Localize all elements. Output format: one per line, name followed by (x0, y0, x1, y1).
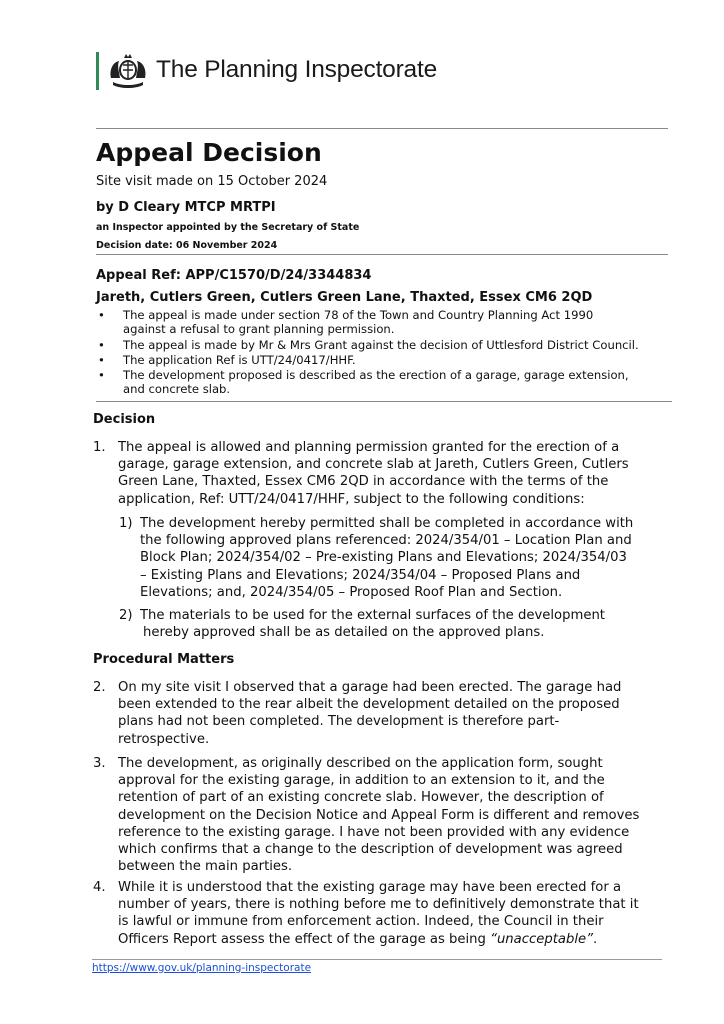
paragraph-line: retrospective. (118, 731, 210, 747)
paragraph-number: 3. (93, 756, 106, 771)
site-address: Jareth, Cutlers Green, Cutlers Green Lane, Thaxted, Essex CM6 2QD (96, 290, 593, 305)
site-visit-date: Site visit made on 15 October 2024 (96, 174, 328, 189)
paragraph-text: Officers Report assess the effect of the garage as being (118, 931, 491, 947)
paragraph-number: 2. (93, 680, 106, 695)
paragraph-line: While it is understood that the existing garage may have been erected for a (118, 880, 622, 895)
paragraph-line: retention of part of an existing concrete slab. However, the description of (118, 790, 604, 806)
paragraph-line: development on the Decision Notice and Appeal Form is different and removes (118, 807, 640, 823)
condition-line: – Existing Plans and Elevations; 2024/354/04 – Proposed Plans and (140, 567, 581, 583)
summary-divider (96, 401, 672, 402)
paragraph-line (118, 931, 639, 948)
paragraph-line: On my site visit I observed that a garage had been erected. The garage had (118, 680, 622, 695)
royal-coat-of-arms-icon (107, 52, 149, 90)
paragraph-line: Green Lane, Thaxted, Essex CM6 2QD in accordance with the terms of the (118, 474, 609, 490)
bullet-line: against a refusal to grant planning permission. (123, 322, 395, 336)
condition-line: The development hereby permitted shall be completed in accordance with (140, 516, 634, 531)
bullet-dot: • (98, 308, 105, 322)
bullet-line: The development proposed is described as the erection of a garage, garage extension, (123, 368, 629, 382)
paragraph-number: 4. (93, 880, 106, 895)
condition-line: Elevations; and, 2024/354/05 – Proposed Roof Plan and Section. (140, 584, 563, 600)
decision-date-divider (96, 254, 668, 255)
bullet-line: The appeal is made under section 78 of the Town and Country Planning Act 1990 (123, 308, 594, 322)
paragraph-line: been extended to the rear albeit the development detailed on the proposed (118, 697, 620, 713)
paragraph-line: application, Ref: UTT/24/0417/HHF, subject to the following conditions: (118, 491, 585, 507)
bullet-line: and concrete slab. (123, 382, 231, 396)
decision-date: Decision date: 06 November 2024 (96, 240, 278, 251)
footer-website-link[interactable]: https://www.gov.uk/planning-inspectorate (92, 962, 312, 974)
paragraph-text: . (592, 931, 598, 947)
paragraph-line: approval for the existing garage, in addition to an extension to it, and the (118, 773, 605, 789)
paragraph-line: garage, garage extension, and concrete slab at Jareth, Cutlers Green, Cutlers (118, 457, 629, 473)
paragraph-line: which confirms that a change to the description of development was agreed (118, 842, 623, 858)
organisation-name: The Planning Inspectorate (156, 56, 438, 83)
bullet-dot: • (98, 353, 105, 367)
condition-line: The materials to be used for the external surfaces of the development (140, 608, 605, 623)
bullet-line: The appeal is made by Mr & Mrs Grant against the decision of Uttlesford District Council. (123, 338, 639, 352)
paragraph-number: 1. (93, 440, 106, 455)
header-divider (96, 128, 668, 129)
condition-line: the following approved plans referenced: 2024/354/01 – Location Plan and (140, 533, 632, 549)
paragraph-line: is lawful or immune from enforcement action. Indeed, the Council in their (118, 914, 604, 930)
condition-number: 1) (119, 516, 133, 531)
paragraph-line: between the main parties. (118, 859, 293, 875)
logo-accent-bar (96, 52, 99, 90)
inspector-name: by D Cleary MTCP MRTPI (96, 200, 276, 215)
page-title: Appeal Decision (96, 138, 322, 167)
appeal-reference: Appeal Ref: APP/C1570/D/24/3344834 (96, 268, 372, 283)
condition-line: Block Plan; 2024/354/02 – Pre-existing Plans and Elevations; 2024/354/03 (140, 550, 627, 566)
footer-divider (92, 959, 662, 960)
paragraph-line: reference to the existing garage. I have not been provided with any evidence (118, 824, 630, 840)
quoted-term: “unacceptable” (490, 931, 593, 947)
bullet-line: The application Ref is UTT/24/0417/HHF. (123, 353, 356, 367)
condition-number: 2) (119, 608, 133, 623)
inspector-appointment: an Inspector appointed by the Secretary of State (96, 222, 360, 233)
bullet-dot: • (98, 338, 105, 352)
paragraph-line: The development, as originally described on the application form, sought (118, 756, 603, 771)
paragraph-line: number of years, there is nothing before me to definitively demonstrate that it (118, 897, 639, 913)
section-heading-procedural: Procedural Matters (93, 652, 235, 667)
condition-line: hereby approved shall be as detailed on the approved plans. (143, 625, 545, 641)
bullet-dot: • (98, 368, 105, 382)
section-heading-decision: Decision (93, 412, 156, 427)
paragraph-line: plans had not been completed. The development is therefore part- (118, 714, 560, 730)
paragraph-line: The appeal is allowed and planning permission granted for the erection of a (118, 440, 620, 455)
